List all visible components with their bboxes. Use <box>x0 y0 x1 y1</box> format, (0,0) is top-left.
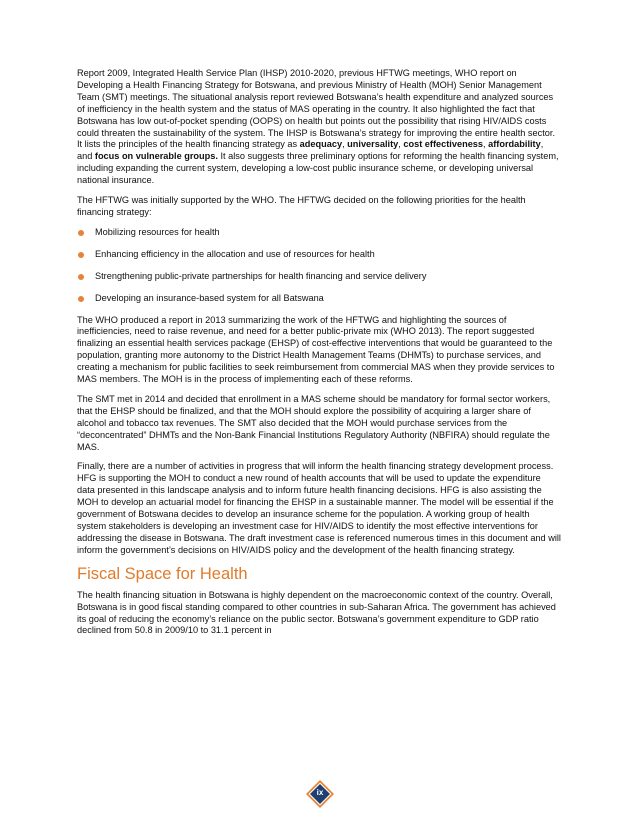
text-run: , <box>342 139 348 150</box>
text-run: , and <box>77 139 544 162</box>
page-number: ix <box>316 788 324 797</box>
page-number-badge <box>305 779 335 809</box>
bullet-dot-icon <box>78 274 84 280</box>
list-item-text: Strengthening public-private partnerships for health financing and service delivery <box>95 270 427 281</box>
bullet-dot-icon <box>78 252 84 258</box>
list-item <box>77 271 561 283</box>
paragraph-fiscal-space: The health financing situation in Botswana is highly dependent on the macroeconomic context of the country. Overall, Botswana is in good fiscal standing compared to other countries in sub-Saharan Africa. The government has achieved its goal of reducing the economy’s reliance on the public sector. Botswana’s government expenditure to GDP ratio declined from 50.8 in 2009/10 to 31.1 percent in <box>77 589 556 636</box>
bullet-dot-icon <box>78 296 84 302</box>
paragraph-who-report: The WHO produced a report in 2013 summarizing the work of the HFTWG and highlighting the sources of inefficiencies, need to raise revenue, and need for a better public-private mix (WHO 2013). The report suggested finalizing an essential health services package (EHSP) of cost-effective interventions that would be guaranteed to the population, granting more autonomy to the District Health Management Teams (DHMTs) to purchase services, and creating a mechanism for public facilities to seek reimbursement from commercial MAS when they provide services to MAS members. The MOH is in the process of implementing each of these reforms. <box>77 314 555 385</box>
list-item <box>77 249 561 261</box>
bold-term-adequacy: adequacy <box>299 139 343 150</box>
paragraph-activities: Finally, there are a number of activities in progress that will inform the health financing strategy development process. HFG is supporting the MOH to conduct a new round of health accounts that will be used to update the expenditure data presented in this landscape analysis and to inform future health financing decisions. HFG is also assisting the MOH to develop an actuarial model for financing the EHSP in a sustainable manner. The model will be essential if the government of Botswana decides to develop an insurance scheme for the population. A working group of health system stakeholders is developing an investment case for HIV/AIDS to identify the most effective interventions for addressing the disease in Botswana. The draft investment case is referenced numerous times in this document and will inform the government’s decisions on HIV/AIDS policy and the development of the health financing strategy. <box>77 461 561 555</box>
paragraph-hftwg: The HFTWG was initially supported by the WHO. The HFTWG decided on the following priorities for the health financing strategy: <box>77 195 526 217</box>
priorities-list <box>77 227 561 305</box>
text-run: It also suggests three preliminary options for reforming the health financing system, including expanding the current system, developing a low-cost public insurance scheme, or developing universal national insurance. <box>77 151 559 186</box>
list-item <box>77 293 561 305</box>
list-item-text: Developing an insurance-based system for all Batswana <box>95 292 324 303</box>
bold-term-universality: universality <box>347 139 399 150</box>
section-heading: Fiscal Space for Health <box>77 564 248 583</box>
page-body <box>77 68 561 645</box>
text-run: , <box>398 139 404 150</box>
text-run: , <box>483 139 489 150</box>
text-run: Report 2009, Integrated Health Service Plan (IHSP) 2010-2020, previous HFTWG meetings, WHO report on Developing a Health Financing Strategy for Botswana, and previous Ministry of Health (MOH) Senior Management Team (SMT) meetings. The situational analysis report reviewed Botswana’s health expenditure and analyzed sources of inefficiency in the health system and the status of MAS operating in the country. It also highlighted the fact that Botswana has low out-of-pocket spending (OOPS) on health but points out the possibility that rising HIV/AIDS costs could threaten the sustainability of the system. The IHSP is Botswana’s strategy for improving the entire health sector. It lists the principles of the health financing strategy as <box>77 68 555 150</box>
bold-term-affordability: affordability <box>488 139 541 150</box>
list-item <box>77 227 561 239</box>
paragraph-smt: The SMT met in 2014 and decided that enrollment in a MAS scheme should be mandatory for formal sector workers, that the EHSP should be finalized, and that the MOH should explore the possibility of acquiring a larger share of alcohol and tobacco tax revenues. The SMT also decided that the MOH would purchase services from the “deconcentrated” DHMTs and the Non-Bank Financial Institutions Regulatory Authority (NBFIRA) should regulate the MAS. <box>77 393 551 452</box>
list-item-text: Enhancing efficiency in the allocation and use of resources for health <box>95 248 375 259</box>
paragraph-intro <box>77 68 561 187</box>
bold-term-vulnerable-groups: focus on vulnerable groups. <box>94 151 218 162</box>
list-item-text: Mobilizing resources for health <box>95 226 220 237</box>
bullet-dot-icon <box>78 230 84 236</box>
bold-term-cost-effectiveness: cost effectiveness <box>403 139 484 150</box>
